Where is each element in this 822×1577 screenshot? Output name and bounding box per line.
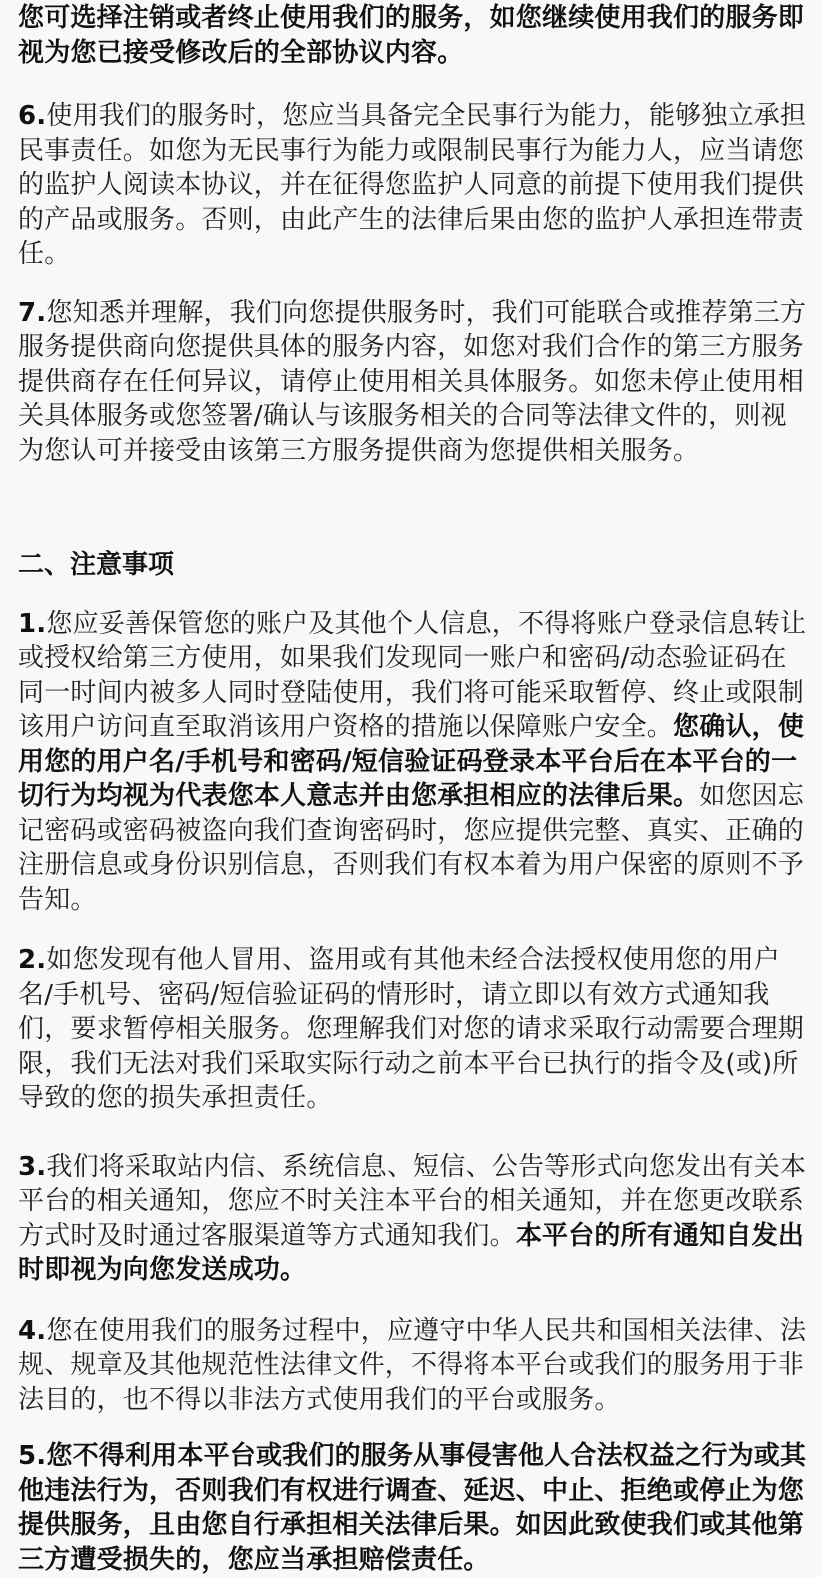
notice-number: 1.	[18, 608, 47, 639]
notice-3	[18, 1150, 808, 1288]
clause-text: 使用我们的服务时，您应当具备完全民事行为能力，能够独立承担民事责任。如您为无民事行为能力或限制民事行为能力人，应当请您的监护人阅读本协议，并在征得您监护人同意的前提下使用我们提供的产品或服务。否则，由此产生的法律后果由您的监护人承担连带责任。	[18, 101, 807, 269]
clause-7	[18, 296, 808, 469]
notice-number: 5.	[18, 1441, 47, 1471]
notice-text: 我们将采取站内信、系统信息、短信、公告等形式向您发出有关本平台的相关通知，您应不时关注本平台的相关通知，并在您更改联系方式时及时通过客服渠道等方式通知我们。	[18, 1151, 807, 1251]
notice-text: 您应妥善保管您的账户及其他个人信息，不得将账户登录信息转让或授权给第三方使用，如果我们发现同一账户和密码/动态验证码在同一时间内被多人同时登陆使用，我们将可能采取暂停、终止或限制该用户访问直至取消该用户资格的措施以保障账户安全。	[18, 608, 807, 742]
notice-5	[18, 1439, 808, 1577]
notice-number: 2.	[18, 945, 47, 975]
clause-number: 6.	[18, 101, 47, 131]
notice-text: 您在使用我们的服务过程中，应遵守中华人民共和国相关法律、法规、规章及其他规范性法律文件，不得将本平台或我们的服务用于非法目的，也不得以非法方式使用我们的平台或服务。	[18, 1315, 807, 1415]
section-heading-notes: 二、注意事项	[18, 550, 175, 580]
notice-text-emphasis: 您不得利用本平台或我们的服务从事侵害他人合法权益之行为或其他违法行为，否则我们有权进行调查、延迟、中止、拒绝或停止为您提供服务，且由您自行承担相关法律后果。如因此致使我们或其他第三方遭受损失的，您应当承担赔偿责任。	[18, 1441, 807, 1575]
notice-number: 4.	[18, 1315, 47, 1346]
notice-text-emphasis: 本平台的所有通知自发出时即视为向您发送成功。	[18, 1220, 805, 1285]
notice-text: 如您因忘记密码或密码被盗向我们查询密码时，您应提供完整、真实、正确的注册信息或身份识别信息，否则我们有权本着为用户保密的原则不予告知。	[18, 781, 805, 915]
clause-6	[18, 99, 808, 272]
intro-text: 您可选择注销或者终止使用我们的服务，如您继续使用我们的服务即视为您已接受修改后的全部协议内容。	[18, 3, 805, 68]
clause-text: 您知悉并理解，我们向您提供服务时，我们可能联合或推荐第三方服务提供商向您提供具体的服务内容，如您对我们合作的第三方服务提供商存在任何异议，请停止使用相关具体服务。如您未停止使用相关具体服务或您签署/确认与该服务相关的合同等法律文件的，则视为您认可并接受由该第三方服务提供商为您提供相关服务。	[18, 297, 807, 466]
notice-4	[18, 1314, 808, 1418]
clause-number: 7.	[18, 297, 47, 328]
notice-text: 如您发现有他人冒用、盗用或有其他未经合法授权使用您的用户名/手机号、密码/短信验证码的情形时，请立即以有效方式通知我们，要求暂停相关服务。您理解我们对您的请求采取行动需要合理期限，我们无法对我们采取实际行动之前本平台已执行的指令及(或)所导致的您的损失承担责任。	[18, 945, 805, 1113]
intro-paragraph	[18, 0, 808, 70]
notice-text-emphasis: 您确认，使用您的用户名/手机号和密码/短信验证码登录本平台后在本平台的一切行为均视为代表您本人意志并由您承担相应的法律后果。	[18, 712, 805, 811]
notice-number: 3.	[18, 1151, 47, 1182]
notice-1	[18, 607, 808, 918]
notice-2	[18, 943, 808, 1116]
